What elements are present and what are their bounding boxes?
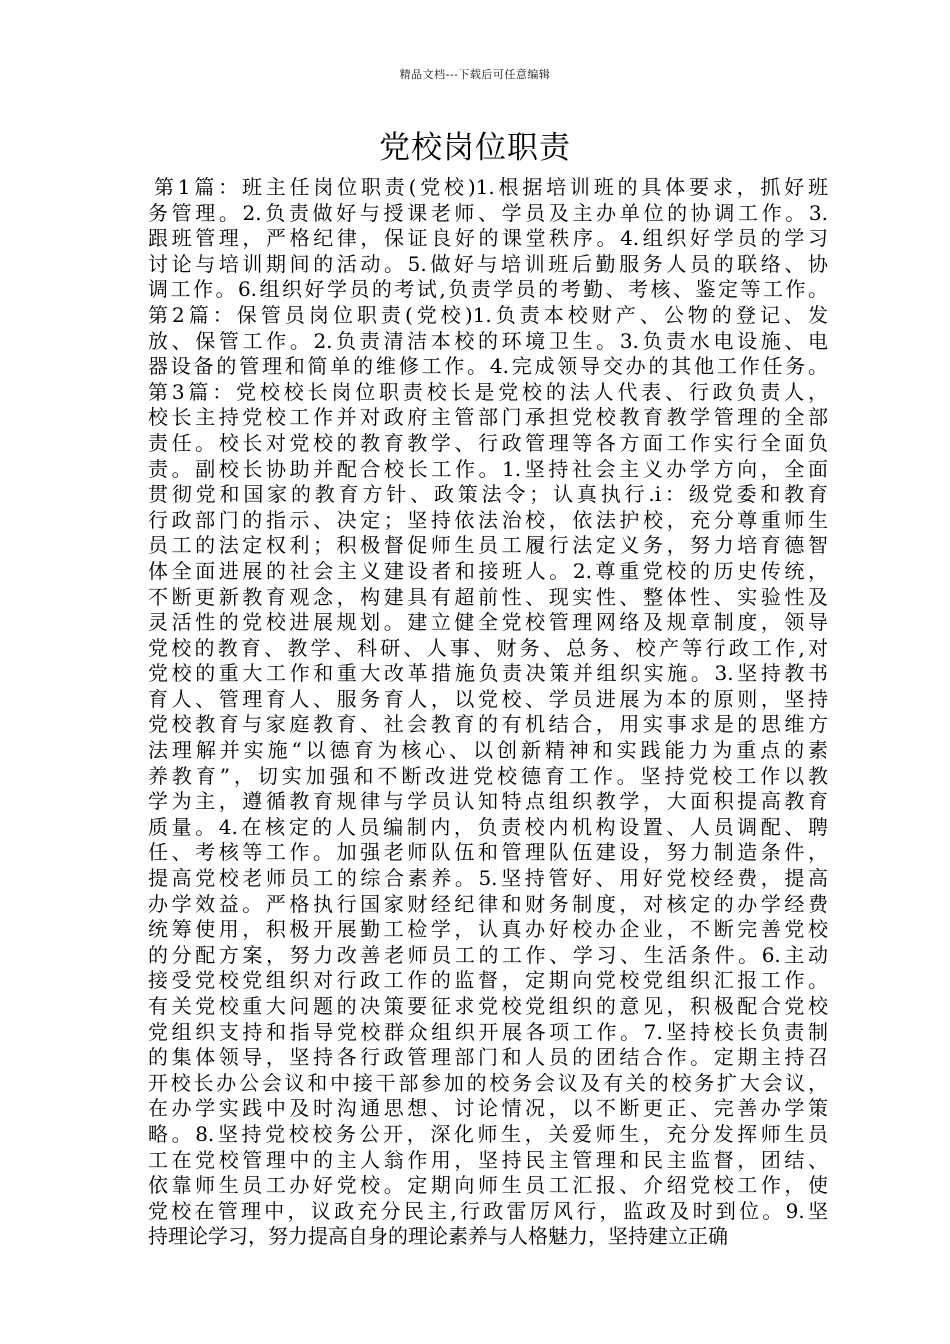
header-note: 精品文档---下载后可任意编辑 [399, 68, 551, 81]
body-line: 开校长办公会议和中接干部参加的校务会议及有关的校务扩大会议， [148, 1070, 828, 1095]
body-line: 不断更新教育观念，构建具有超前性、现实性、整体性、实验性及 [148, 584, 828, 609]
body-line: 统筹使用，积极开展勤工检学，认真办好校办企业，不断完善党校 [148, 917, 828, 942]
body-line: 略。8.坚持党校校务公开，深化师生，关爱师生，充分发挥师生员 [148, 1121, 828, 1146]
body-line: 第2篇：保管员岗位职责(党校)1.负责本校财产、公物的登记、发 [148, 302, 828, 327]
document-body [148, 175, 828, 1250]
body-line: 办学效益。严格执行国家财经纪律和财务制度，对核定的办学经费 [148, 891, 828, 916]
body-line: 第1篇：班主任岗位职责(党校)1.根据培训班的具体要求，抓好班 [154, 175, 828, 199]
body-line: 调工作。6.组织好学员的考试,负责学员的考勤、考核、鉴定等工作。 [148, 277, 828, 302]
body-line: 责任。校长对党校的教育教学、行政管理等各方面工作实行全面负 [148, 430, 828, 455]
document-title: 党校岗位职责 [379, 130, 571, 166]
body-line: 党校的教育、教学、科研、人事、财务、总务、校产等行政工作,对 [148, 635, 828, 660]
body-line: 党组织支持和指导党校群众组织开展各项工作。7.坚持校长负责制 [148, 1019, 828, 1044]
body-line: 在办学实践中及时沟通思想、讨论情况，以不断更正、完善办学策 [148, 1096, 828, 1121]
body-line: 贯彻党和国家的教育方针、政策法令；认真执行.i：级党委和教育 [148, 482, 828, 507]
body-line: 放、保管工作。2.负责清洁本校的环境卫生。3.负责水电设施、电 [148, 328, 828, 353]
body-line: 的集体领导，坚持各行政管理部门和人员的团结合作。定期主持召 [148, 1045, 828, 1070]
body-line: 接受党校党组织对行政工作的监督，定期向党校党组织汇报工作。 [148, 968, 828, 993]
body-line: 质量。4.在核定的人员编制内，负责校内机构设置、人员调配、聘 [148, 814, 828, 839]
body-line: 育人、管理育人、服务育人，以党校、学员进展为本的原则，坚持 [148, 686, 828, 711]
body-line: 党校教育与家庭教育、社会教育的有机结合，用实事求是的思维方 [148, 712, 828, 737]
body-line: 体全面进展的社会主义建设者和接班人。2.尊重党校的历史传统， [148, 558, 828, 583]
body-line: 党校在管理中，议政充分民主,行政雷厉风行，监政及时到位。9.坚 [148, 1198, 828, 1223]
body-line: 器设备的管理和简单的维修工作。4.完成领导交办的其他工作任务。 [148, 354, 828, 379]
body-line: 有关党校重大问题的决策要征求党校党组织的意见，积极配合党校 [148, 994, 828, 1018]
body-line: 跟班管理，严格纪律，保证良好的课堂秩序。4.组织好学员的学习 [148, 226, 828, 251]
body-line: 校长主持党校工作并对政府主管部门承担党校教育教学管理的全部 [148, 405, 828, 430]
body-line: 养教育”，切实加强和不断改进党校德育工作。坚持党校工作以教 [148, 763, 828, 788]
body-line: 第3篇：党校校长岗位职责校长是党校的法人代表、行政负责人， [148, 379, 828, 404]
body-line: 法理解并实施“以德育为核心、以创新精神和实践能力为重点的素 [148, 738, 828, 763]
body-line: 提高党校老师员工的综合素养。5.坚持管好、用好党校经费，提高 [148, 866, 828, 891]
body-line: 员工的法定权利；积极督促师生员工履行法定义务，努力培育德智 [148, 533, 828, 558]
body-line: 学为主，遵循教育规律与学员认知特点组织教学，大面积提高教育 [148, 789, 828, 814]
body-line: 讨论与培训期间的活动。5.做好与培训班后勤服务人员的联络、协 [148, 251, 828, 276]
body-line: 工在党校管理中的主人翁作用，坚持民主管理和民主监督，团结、 [148, 1147, 828, 1172]
body-line: 持理论学习，努力提高自身的理论素养与人格魅力，坚持建立正确 [148, 1224, 728, 1249]
body-line: 党校的重大工作和重大改革措施负责决策并组织实施。3.坚持教书 [148, 661, 828, 686]
body-line: 的分配方案，努力改善老师员工的工作、学习、生活条件。6.主动 [148, 942, 828, 967]
body-line: 责。副校长协助并配合校长工作。1.坚持社会主义办学方向，全面 [148, 456, 828, 481]
body-line: 依靠师生员工办好党校。定期向师生员工汇报、介绍党校工作，使 [148, 1173, 828, 1198]
body-line: 行政部门的指示、决定；坚持依法治校，依法护校，充分尊重师生 [148, 507, 828, 532]
body-line: 任、考核等工作。加强老师队伍和管理队伍建设，努力制造条件， [148, 840, 828, 865]
body-line: 灵活性的党校进展规划。建立健全党校管理网络及规章制度，领导 [148, 610, 828, 635]
body-line: 务管理。2.负责做好与授课老师、学员及主办单位的协调工作。3. [148, 200, 828, 225]
